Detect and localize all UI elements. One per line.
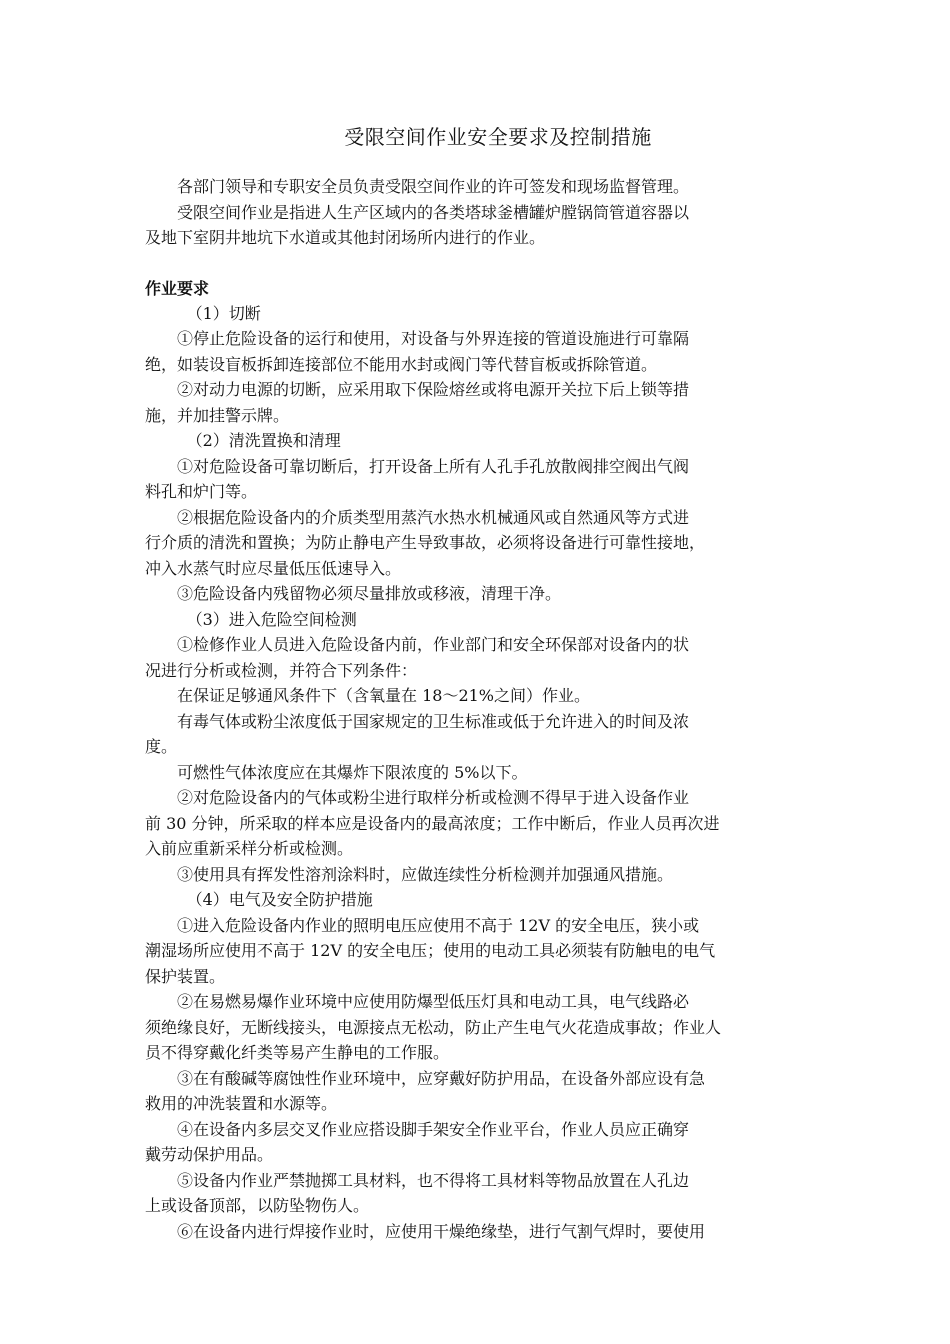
body-text-line: 施，并加挂警示牌。 [145,405,290,425]
body-text-line: 须绝缘良好，无断线接头，电源接点无松动，防止产生电气火花造成事故；作业人 [145,1017,722,1037]
body-text-line: ②对危险设备内的气体或粉尘进行取样分析或检测不得早于进入设备作业 [177,788,690,807]
body-text-line: 入前应重新采样分析或检测。 [145,839,354,858]
body-text-line: ②在易燃易爆作业环境中应使用防爆型低压灯具和电动工具，电气线路必 [177,992,690,1011]
requirements-list [145,301,805,1245]
body-text-line: ⑥在设备内进行焊接作业时，应使用干燥绝缘垫，进行气割气焊时，要使用 [177,1221,706,1241]
body-text-line: 冲入水蒸气时应尽量低压低速导入。 [145,558,402,578]
body-text-line: ③在有酸碱等腐蚀性作业环境中，应穿戴好防护用品，在设备外部应设有急 [177,1068,706,1088]
body-text-line: 况进行分析或检测，并符合下列条件： [145,660,418,680]
body-text-line: 绝，如装设盲板拆卸连接部位不能用水封或阀门等代替盲板或拆除管道。 [145,354,658,374]
body-text-line: 可燃性气体浓度应在其爆炸下限浓度的 5%以下。 [177,762,528,782]
body-text-line: 度。 [145,737,178,756]
body-text-line: ③使用具有挥发性溶剂涂料时，应做连续性分析检测并加强通风措施。 [177,864,674,884]
body-text-line: ⑤设备内作业严禁抛掷工具材料，也不得将工具材料等物品放置在人孔边 [177,1170,690,1190]
body-text-line: ①进入危险设备内作业的照明电压应使用不高于 12V 的安全电压，狭小或 [177,915,700,935]
body-text-line: 有毒气体或粉尘浓度低于国家规定的卫生标准或低于允许进入的时间及浓 [177,711,690,731]
intro-paragraph-2-line-1: 受限空间作业是指进人生产区域内的各类塔球釜槽罐炉膛锅筒管道容器以 [177,202,690,222]
body-text-line: 救用的冲洗装置和水源等。 [145,1094,338,1113]
body-text-line: ①对危险设备可靠切断后，打开设备上所有人孔手孔放散阀排空阀出气阀 [177,456,690,476]
body-text-line: 潮湿场所应使用不高于 12V 的安全电压；使用的电动工具必须装有防触电的电气 [145,941,716,960]
body-text-line: 上或设备顶部，以防坠物伤人。 [145,1196,370,1215]
body-text-line: 保护装置。 [145,966,226,986]
body-text-line: ①检修作业人员进入危险设备内前，作业部门和安全环保部对设备内的状 [177,635,690,654]
body-text-line: ①停止危险设备的运行和使用，对设备与外界连接的管道设施进行可靠隔 [177,329,690,348]
body-text-line: 料孔和炉门等。 [145,482,258,501]
body-text-line: 前 30 分钟，所采取的样本应是设备内的最高浓度；工作中断后，作业人员再次进 [145,813,720,833]
document-body [145,174,805,1244]
body-text-line: 在保证足够通风条件下（含氧量在 18～21%之间）作业。 [177,686,591,705]
intro-paragraph-2-line-2: 及地下室阴井地坑下水道或其他封闭场所内进行的作业。 [145,228,546,247]
body-text-line: ②对动力电源的切断，应采用取下保险熔丝或将电源开关拉下后上锁等措 [177,380,690,399]
body-text-line: ②根据危险设备内的介质类型用蒸汽水热水机械通风或自然通风等方式进 [177,507,690,527]
body-text-line: 戴劳动保护用品。 [145,1145,274,1164]
subsection-heading: （3）进入危险空间检测 [186,609,357,629]
intro-paragraph-1: 各部门领导和专职安全员负责受限空间作业的许可签发和现场监督管理。 [177,177,690,196]
subsection-heading: （4）电气及安全防护措施 [186,890,373,909]
section-heading: 作业要求 [145,278,210,298]
body-text-line: 员不得穿戴化纤类等易产生静电的工作服。 [145,1043,450,1062]
subsection-heading: （1）切断 [186,303,261,323]
body-text-line: ③危险设备内残留物必须尽量排放或移液，清理干净。 [177,584,562,603]
body-text-line: ④在设备内多层交叉作业应搭设脚手架安全作业平台，作业人员应正确穿 [177,1119,690,1139]
document-title: 受限空间作业安全要求及控制措施 [344,125,652,149]
body-text-line: 行介质的清洗和置换；为防止静电产生导致事故，必须将设备进行可靠性接地， [145,533,706,552]
subsection-heading: （2）清洗置换和清理 [186,431,341,450]
